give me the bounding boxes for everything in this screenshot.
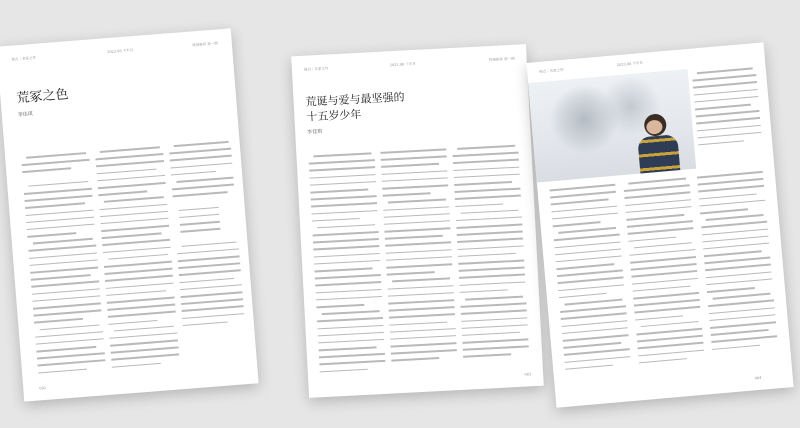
page-header-center: 2023.08 下半月 [389, 61, 416, 68]
article-title-line2: 十五岁少年 [306, 107, 362, 124]
text-column-2 [623, 177, 705, 369]
page-header: 视点｜名家之作 [11, 55, 37, 62]
text-column-3 [169, 141, 245, 332]
text-column-3 [697, 171, 778, 356]
article-title: 荒冢之色 [15, 87, 69, 107]
text-column-1 [21, 152, 106, 379]
page-header-center: 2023.08 下半月 [106, 48, 134, 55]
page-header: 视点｜名家之作 [539, 67, 564, 74]
text-column-top-right [692, 67, 763, 151]
article-title-line1: 荒诞与爱与最坚强的 [305, 90, 405, 109]
page-header-right: 特别推荐 第一期 [192, 41, 218, 48]
text-column-2 [380, 148, 457, 367]
text-column-3 [452, 145, 529, 364]
page-number: 082 [39, 385, 47, 391]
winter-photo [528, 69, 696, 183]
page-header-center: 2023.08 下半月 [616, 60, 644, 68]
page-number: 084 [754, 375, 762, 381]
page-number: 083 [524, 372, 532, 377]
magazine-page-right [526, 42, 793, 407]
text-column-1 [308, 152, 386, 378]
magazine-page-middle [291, 44, 544, 398]
text-column-1 [549, 184, 631, 376]
text-column-2 [95, 146, 180, 373]
article-author: 李佳琪 [17, 111, 34, 119]
page-header: 视点｜名家之作 [303, 66, 329, 72]
article-author: 李佳琪 [307, 128, 323, 136]
page-header-right: 特别推荐 第一期 [488, 56, 515, 63]
magazine-page-left [0, 28, 259, 401]
boy-sweater [637, 134, 680, 177]
